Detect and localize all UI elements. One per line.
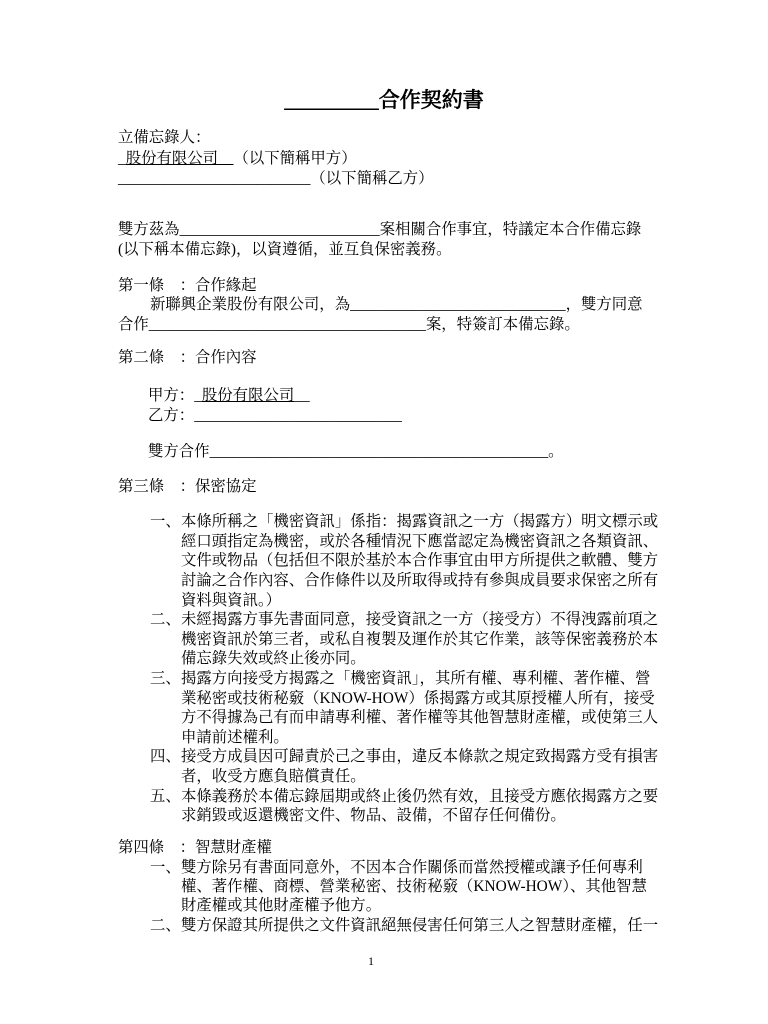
article-1-blank: ____________________________ [350,296,566,313]
article-2-party-a-trail-blank: __ [294,387,310,404]
article-2-party-a [148,386,402,406]
party-a-lead-blank: _ [118,149,126,167]
article-4 [118,838,658,934]
article-2-party-a-lead-blank: _ [194,387,202,404]
item-line: 未經揭露方事先書面同意，接受資訊之一方（接受方）不得洩露前項之 [181,611,659,629]
article-2-party-a-company: 股份有限公司 [201,387,295,404]
preamble-text-after: 案相關合作事宜，特議定本合作備忘錄 [379,221,642,238]
article-2-cooperation [148,442,564,462]
item-number: 二、 [150,611,181,629]
article-1-line-2-blank: ____________________________________ [148,315,426,333]
article-1-text-after: ，雙方同意 [565,296,643,313]
article-1-heading: 第一條 ：合作緣起 [118,276,257,294]
article-3-heading: 第三條 ：保密協定 [118,478,257,495]
preamble-text-before: 雙方茲為 [118,221,180,238]
party-a-trail-blank: __ [218,149,234,167]
article-2-heading: 第二條 ：合作內容 [118,349,257,366]
party-a-note: （以下簡稱甲方） [233,149,357,167]
article-1-line-2 [118,315,643,335]
item-number: 二、 [150,916,181,934]
item-line: 接受方成員因可歸責於己之事由，違反本條款之規定致揭露方受有損害 [181,748,659,766]
item-line: 文件或物品（包括但不限於基於本合作事宜由甲方所提供之軟體、雙方 [181,552,659,570]
item-line: 揭露方向接受方揭露之「機密資訊」，其所有權、專利權、著作權、營 [181,669,651,687]
item-number: 三、 [150,669,181,687]
article-2-cooperation-after: 。 [548,443,564,460]
item-line: 業秘密或技術秘竅（KNOW-HOW）係揭露方或其原授權人所有，接受 [181,689,655,707]
item-line: 經口頭指定為機密，或於各種情況下應當認定為機密資訊之各類資訊、 [181,532,659,550]
item-line: 者，收受方應負賠償責任。 [181,767,366,785]
document-title [0,88,768,112]
article-2-party-a-label: 甲方： [148,387,195,404]
item-number: 四、 [150,748,181,766]
item-line: 權、著作權、商標、營業秘密、技術秘竅（KNOW-HOW）、其他智慧 [181,877,647,895]
article-3-item [150,512,658,610]
article-3-item [150,610,658,669]
item-line: 機密資訊於第三者，或私自複製及運作於其它作業，該等保密義務於本 [181,630,659,648]
article-2-parties [148,386,402,426]
article-2-cooperation-blank: ____________________________________________ [209,443,549,460]
article-4-item [150,858,658,916]
article-1-line-2-after: 案，特簽訂本備忘錄。 [425,315,580,333]
article-3-item [150,787,658,826]
preamble-line-2: (以下稱本備忘錄)，以資遵循，並互負保密義務。 [118,241,452,258]
article-4-items [150,858,658,935]
article-2-cooperation-before: 雙方合作 [148,443,210,460]
item-line: 方不得據為己有而申請專利權、著作權等其他智慧財產權，或使第三人 [181,709,659,727]
parties-heading: 立備忘錄人： [118,129,211,146]
item-line: 求銷毀或返還機密文件、物品、設備，不留存任何備份。 [181,807,566,825]
article-1-line-1 [118,295,643,315]
article-1-line-2-before: 合作 [118,315,149,333]
title-blank: _________ [284,88,379,112]
item-line: 資料與資訊。） [181,591,282,609]
article-3-items [150,512,658,826]
article-1 [118,276,643,335]
item-line: 本條義務於本備忘錄屆期或終止後仍然有效，且接受方應依揭露方之要 [181,787,659,805]
article-1-text-before: 新聯興企業股份有限公司，為 [150,296,351,313]
title-text: 合作契約書 [378,88,484,112]
party-b-note: （以下簡稱乙方） [310,170,434,187]
party-b-line [118,169,434,190]
parties-block [118,128,434,190]
party-b-blank: _________________________ [118,170,311,187]
item-line: 雙方保證其所提供之文件資訊絕無侵害任何第三人之智慧財產權，任一 [181,916,659,934]
article-4-item [150,916,658,935]
preamble-blank: __________________________ [179,221,380,238]
item-line: 討論之合作內容、合作條件以及所取得或持有參與成員要求保密之所有 [181,571,659,589]
party-a-line [118,149,434,170]
page-number: 1 [368,954,374,968]
item-number: 五、 [150,787,181,805]
item-line: 本條所稱之「機密資訊」係指：揭露資訊之一方（揭露方）明文標示或 [181,513,659,531]
item-line: 雙方除另有書面同意外，不因本合作關係而當然授權或讓予任何專利 [181,858,643,876]
item-number: 一、 [150,513,181,531]
preamble-paragraph [118,220,641,260]
article-3-item [150,747,658,786]
item-number: 一、 [150,858,181,876]
article-2-party-b-label: 乙方： [148,407,195,424]
preamble-line-1 [118,220,641,240]
party-a-company: 股份有限公司 [125,149,219,167]
article-4-heading: 第四條 ：智慧財產權 [118,839,272,857]
article-2-party-b-blank: ___________________________ [194,407,402,424]
item-line: 申請前述權利。 [181,728,289,746]
item-line: 備忘錄失效或終止後亦同。 [181,650,366,668]
article-2-party-b [148,406,402,426]
item-line: 財產權或其他財產權予他方。 [181,897,382,915]
article-3-item [150,669,658,747]
